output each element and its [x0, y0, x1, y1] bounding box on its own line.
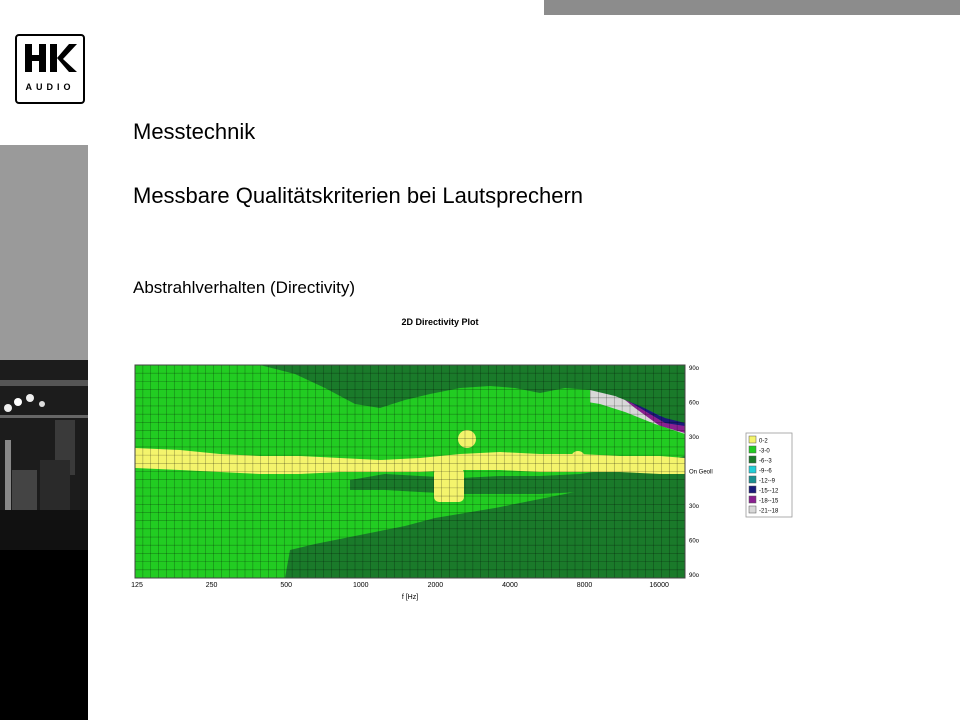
legend-label: 0-2 [759, 438, 768, 445]
legend-swatch [749, 496, 756, 503]
y-tick-label: 60o [689, 538, 700, 545]
x-tick-label: 1000 [352, 582, 369, 589]
y-tick-label: 90o [689, 573, 700, 579]
legend-swatch [749, 446, 756, 453]
x-tick-label: 4000 [502, 582, 518, 589]
legend-label: -15--12 [759, 488, 779, 495]
x-tick-label: 125 [131, 582, 143, 589]
x-tick-labels [131, 582, 669, 589]
stage-photo [0, 360, 88, 550]
slide-title: Messtechnik [133, 119, 256, 144]
stage-photo-image [0, 360, 88, 550]
x-tick-label: 500 [280, 582, 293, 589]
legend-swatch [749, 436, 756, 443]
y-tick-label: On Geoll [689, 469, 713, 476]
side-bar-gray [0, 145, 88, 360]
section-heading: Abstrahlverhalten (Directivity) [133, 278, 356, 297]
side-bar-black [0, 550, 88, 720]
y-tick-label: 60o [689, 400, 700, 407]
heatmap-area [135, 365, 685, 578]
legend-label: -21--18 [759, 508, 779, 515]
y-tick-label: 30o [689, 435, 700, 441]
x-tick-label: 250 [205, 582, 218, 589]
svg-text:AUDIO: AUDIO [25, 82, 75, 92]
hk-audio-logo [15, 34, 85, 104]
slide-subtitle: Messbare Qualitätskriterien bei Lautsprechern [133, 183, 584, 208]
directivity-chart [120, 308, 810, 608]
y-tick-label: 30o [689, 504, 700, 510]
legend-label: -6--3 [759, 458, 772, 465]
legend-swatch [749, 486, 756, 493]
x-axis-label: f [Hz] [401, 594, 419, 601]
legend-label: -9--6 [759, 468, 772, 475]
chart-title: 2D Directivity Plot [401, 317, 479, 327]
legend-label: -18--15 [759, 498, 779, 505]
legend-label: -12--9 [759, 478, 776, 485]
legend-swatch [749, 456, 756, 463]
legend-swatch [749, 506, 756, 513]
y-tick-labels [689, 366, 713, 579]
directivity-plot [120, 308, 810, 603]
top-bar [544, 0, 960, 15]
legend-swatch [749, 476, 756, 483]
x-tick-label: 8000 [576, 582, 593, 589]
chart-legend [746, 433, 792, 517]
y-tick-label: 90o [689, 366, 700, 372]
legend-label: -3-0 [759, 448, 770, 455]
legend-swatch [749, 466, 756, 473]
x-tick-label: 16000 [649, 582, 669, 589]
x-tick-label: 2000 [427, 582, 444, 589]
